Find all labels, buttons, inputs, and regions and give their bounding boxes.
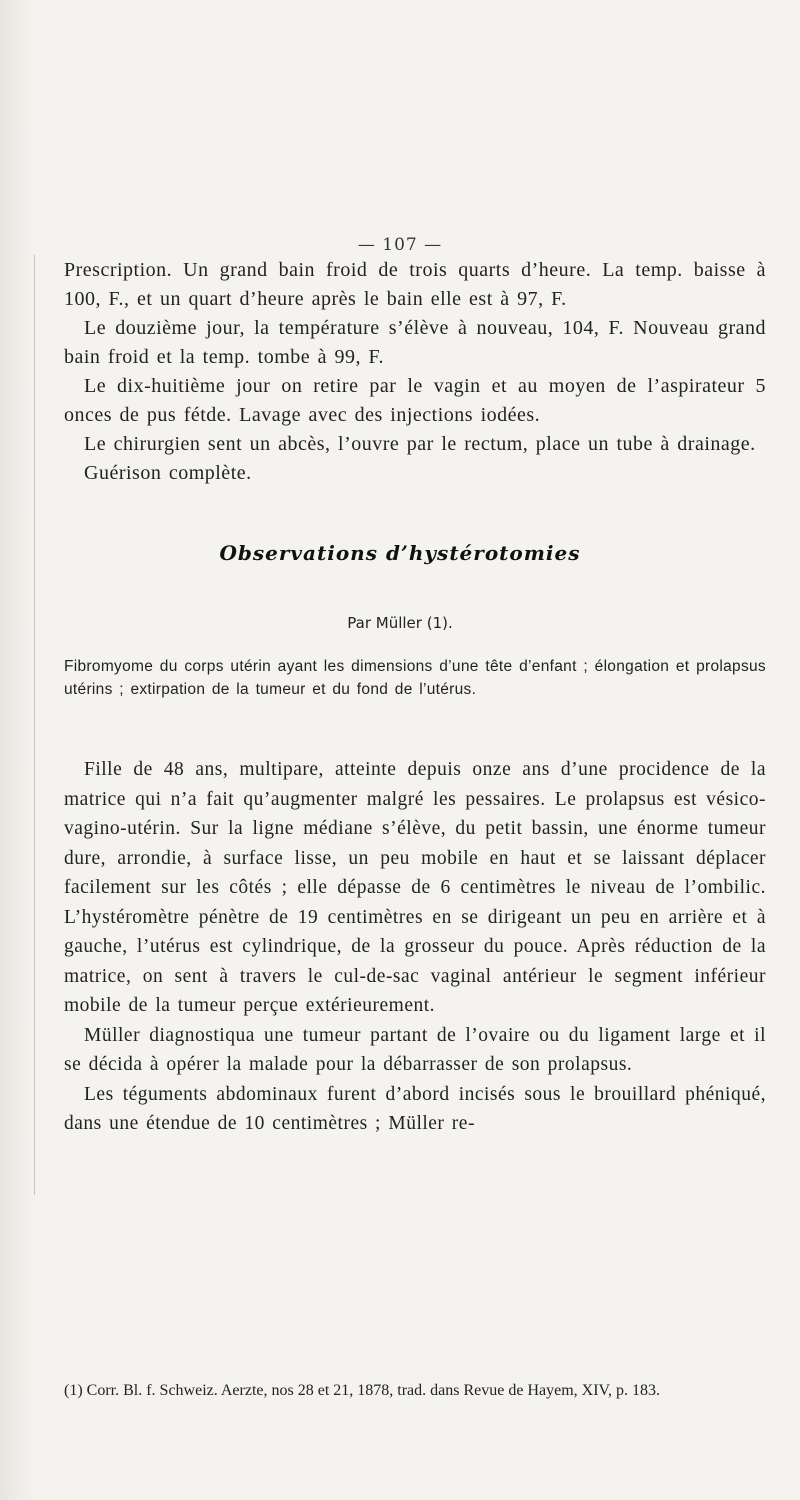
- eighteenth-day-paragraph: Le dix-huitième jour on retire par le vagin et au moyen de l’aspirateur 5 onces de pus fétde. Lavage avec des injections iodées.: [64, 375, 766, 426]
- section-title: Observations d’hystérotomies: [219, 541, 581, 565]
- case-summary: [64, 655, 766, 701]
- recovery-paragraph: Guérison complète.: [84, 462, 252, 484]
- author-line: Par Müller (1).: [347, 614, 453, 632]
- case-summary-text: Fibromyome du corps utérin ayant les dimensions d’une tête d’enfant ; élongation et prolapsus utérins ; extirpation de la tumeur et du fond de l’utérus.: [64, 658, 766, 698]
- case-body: [64, 755, 766, 1139]
- page-number: — 107 —: [357, 235, 443, 255]
- diagnosis-paragraph: Müller diagnostiqua une tumeur partant de l’ovaire ou du ligament large et il se décida à opérer la malade pour la débarrasser de son prolapsus.: [64, 1024, 766, 1075]
- scan-edge-shadow: [0, 0, 36, 1500]
- scan-margin-line: [34, 255, 35, 1195]
- twelfth-day-paragraph: Le douzième jour, la température s’élève à nouveau, 104, F. Nouveau grand bain froid et la temp. tombe à 99, F.: [64, 317, 766, 368]
- patient-description-paragraph: Fille de 48 ans, multipare, atteinte depuis onze ans d’une procidence de la matrice qui n’a fait qu’augmenter malgré les pessaires. Le prolapsus est vésico-vagino-utérin. Sur la ligne médiane s’élève, du petit bassin, une énorme tumeur dure, arrondie, à surface lisse, un peu mobile en haut et se laissant déplacer facilement sur les côtés ; elle dépasse de 6 centimètres le niveau de l’ombilic. L’hystéromètre pénètre de 19 centimètres en se dirigeant un peu en arrière et à gauche, l’utérus est cylindrique, de la grosseur du pouce. Après réduction de la matrice, on sent à travers le cul-de-sac vaginal antérieur le segment inférieur mobile de la tumeur perçue extérieurement.: [64, 759, 766, 1016]
- prescription-paragraph: Prescription. Un grand bain froid de trois quarts d’heure. La temp. baisse à 100, F., et un quart d’heure après le bain elle est à 97, F.: [64, 259, 766, 310]
- prescription-section: [64, 256, 766, 488]
- footnote: (1) Corr. Bl. f. Schweiz. Aerzte, nos 28 et 21, 1878, trad. dans Revue de Hayem, XIV, p. 183.: [64, 1382, 661, 1399]
- incision-paragraph: Les téguments abdominaux furent d’abord incisés sous le brouillard phéniqué, dans une étendue de 10 centimètres ; Müller re-: [64, 1083, 766, 1134]
- surgeon-paragraph: Le chirurgien sent un abcès, l’ouvre par le rectum, place un tube à drainage.: [84, 433, 756, 455]
